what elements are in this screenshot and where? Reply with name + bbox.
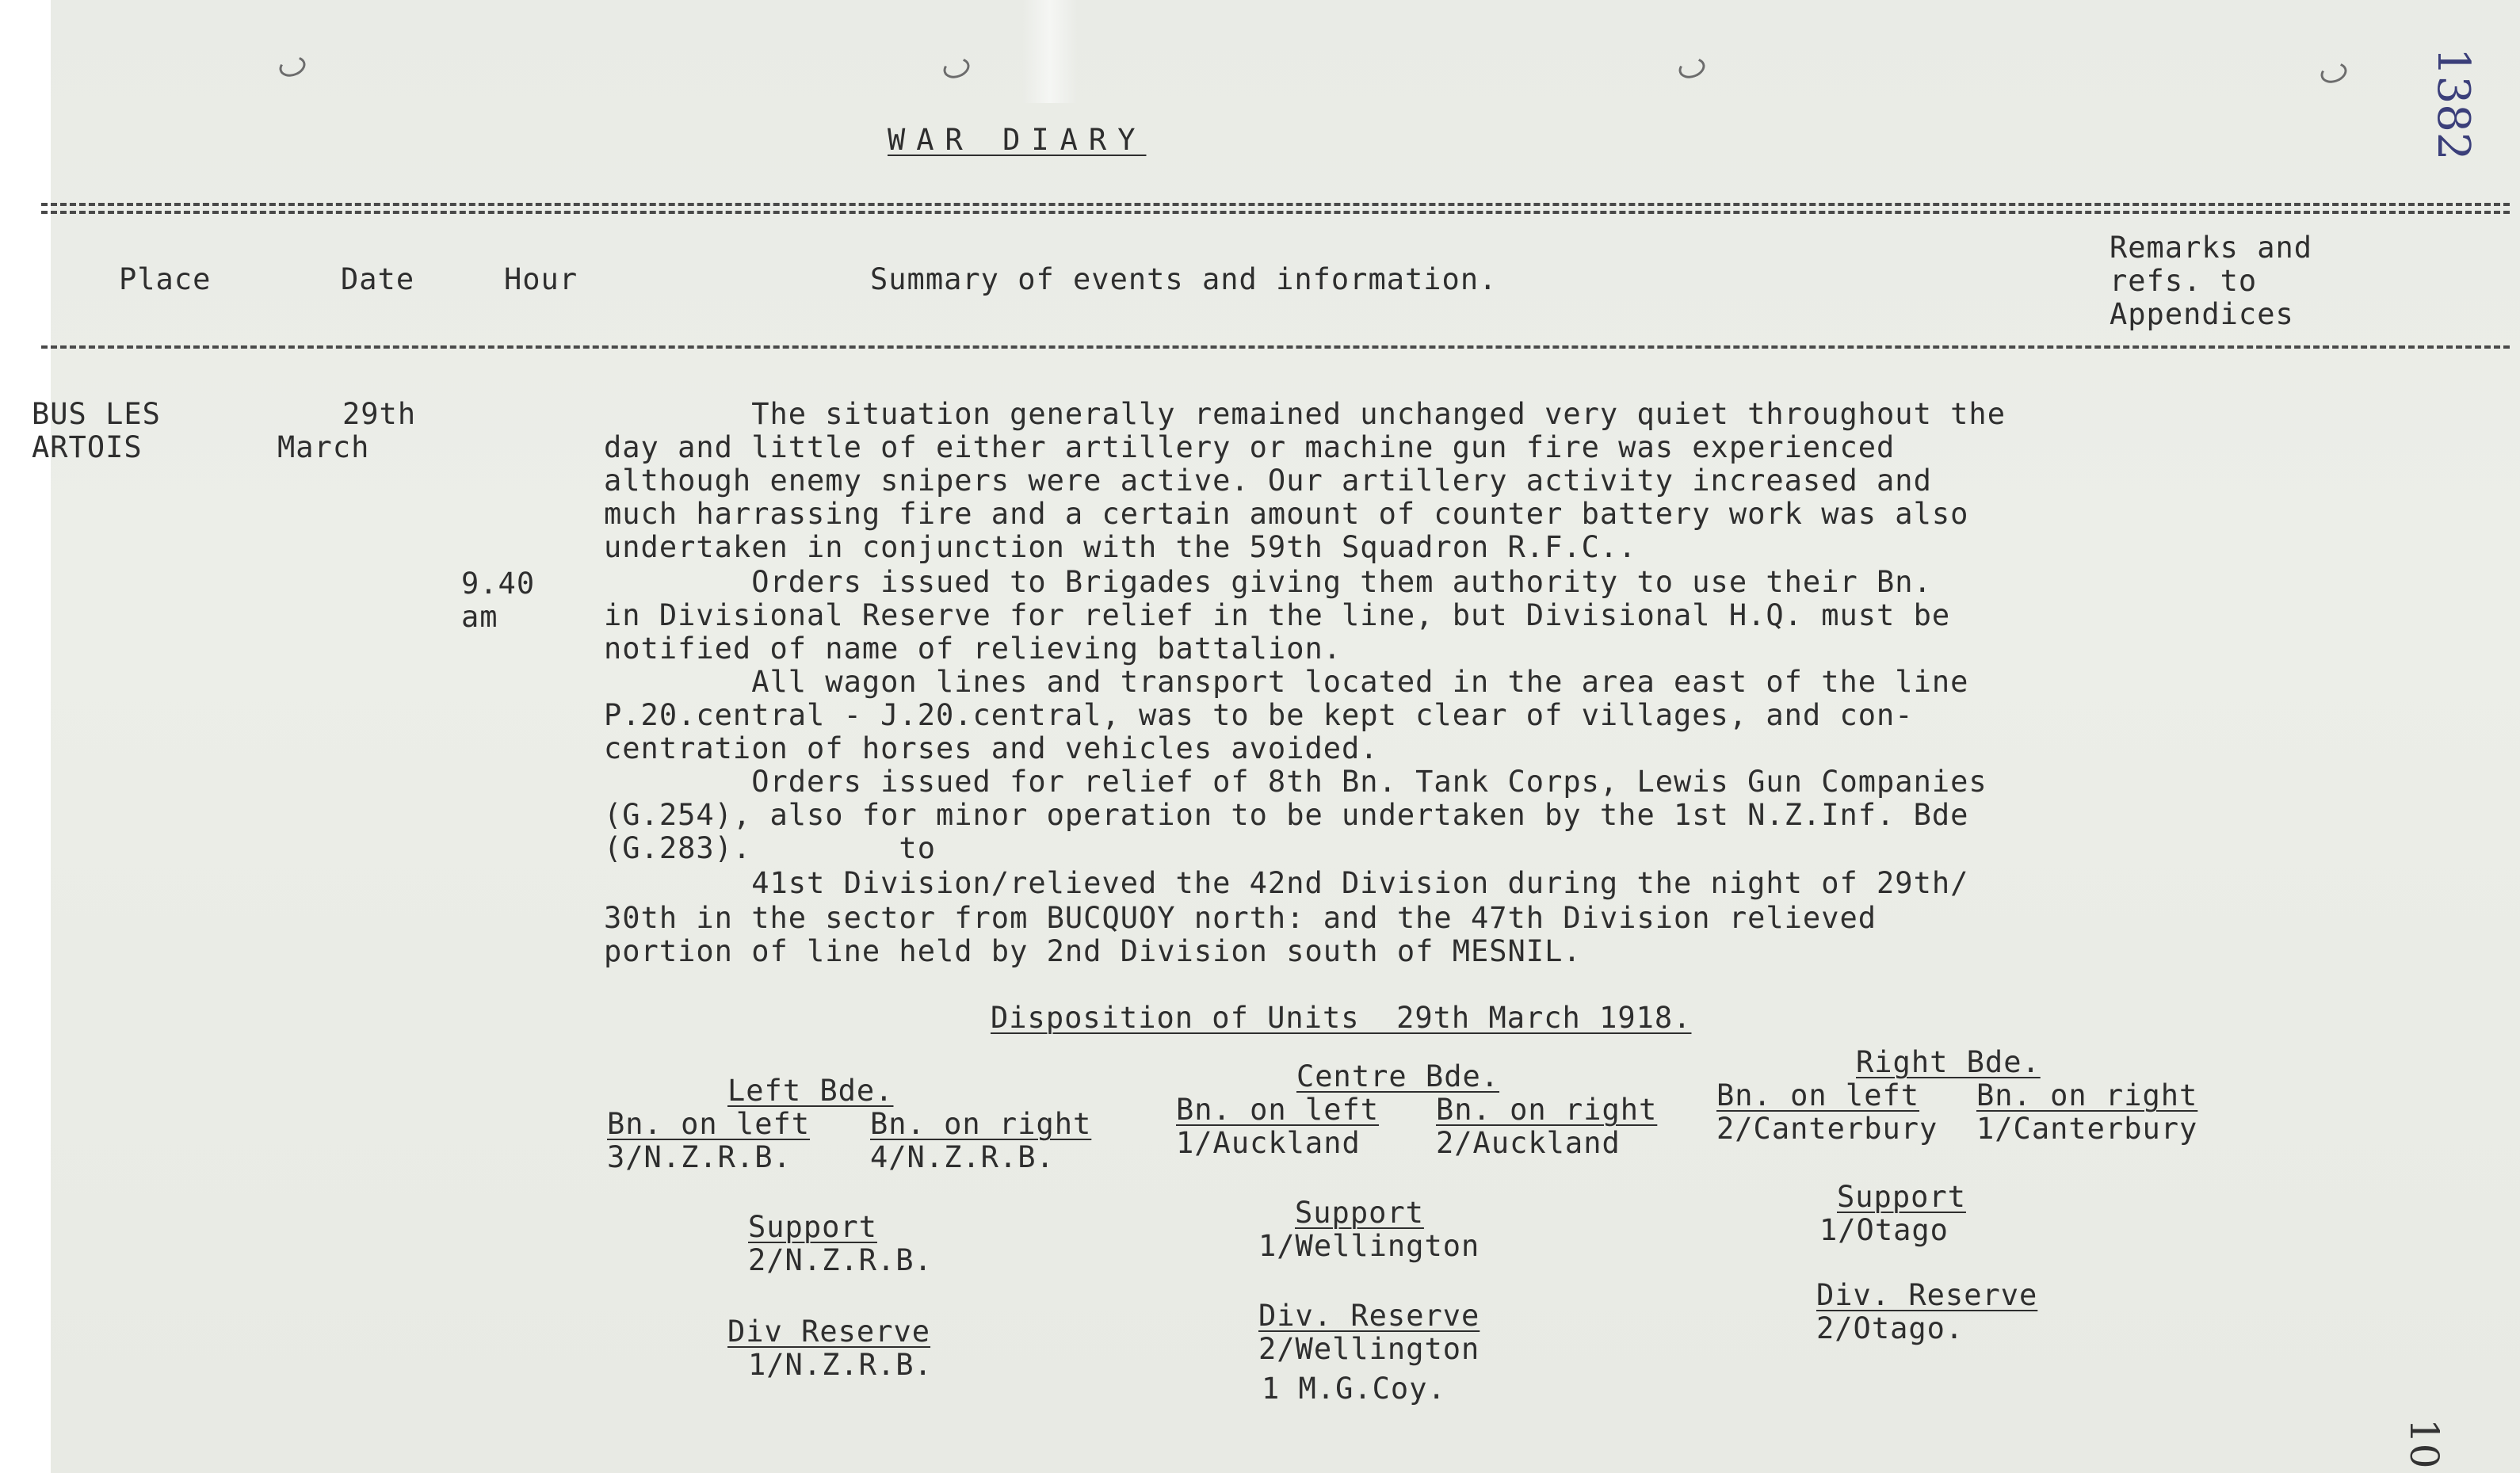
centre-bde-reserve-unit: 2/Wellington bbox=[1258, 1332, 1480, 1366]
left-bde-reserve-unit: 1/N.Z.R.B. bbox=[748, 1348, 933, 1382]
entry-hour-line-2: am bbox=[461, 600, 498, 634]
centre-bde-heading: Centre Bde. bbox=[1296, 1059, 1500, 1093]
summary-line: P.20.central - J.20.central, was to be kept clear of villages, and con- bbox=[604, 698, 1914, 732]
summary-line: centration of horses and vehicles avoided. bbox=[604, 731, 1379, 765]
centre-bde-support-unit: 1/Wellington bbox=[1258, 1229, 1480, 1263]
centre-bde-reserve-label: Div. Reserve bbox=[1258, 1299, 1480, 1333]
summary-line: undertaken in conjunction with the 59th Squadron R.F.C.. bbox=[604, 530, 1637, 564]
right-bde-support-label: Support bbox=[1837, 1180, 1966, 1214]
left-bde-reserve-label: Div Reserve bbox=[727, 1315, 931, 1349]
header-remarks-line-3: Appendices bbox=[2110, 297, 2294, 331]
centre-bde-support-label: Support bbox=[1295, 1196, 1424, 1230]
right-bde-bn-left-unit: 2/Canterbury bbox=[1716, 1112, 1938, 1146]
right-bde-reserve-label: Div. Reserve bbox=[1816, 1278, 2038, 1312]
right-bde-bn-right-unit: 1/Canterbury bbox=[1976, 1112, 2198, 1146]
entry-place-line-1: BUS LES bbox=[32, 397, 161, 431]
paper-fold bbox=[1022, 0, 1078, 103]
entry-date-line-2: March bbox=[277, 430, 370, 464]
summary-line: The situation generally remained unchanged very quiet throughout the bbox=[604, 397, 2006, 431]
header-top-rule bbox=[41, 203, 2510, 214]
centre-bde-bn-right-unit: 2/Auckland bbox=[1436, 1126, 1621, 1160]
punch-hole bbox=[2318, 59, 2350, 86]
right-bde-reserve-unit: 2/Otago. bbox=[1816, 1311, 1964, 1345]
header-hour: Hour bbox=[504, 262, 578, 296]
header-remarks-line-1: Remarks and bbox=[2110, 231, 2313, 265]
centre-bde-extra: 1 M.G.Coy. bbox=[1262, 1372, 1446, 1406]
header-place: Place bbox=[119, 262, 212, 296]
header-remarks-line-2: refs. to bbox=[2110, 264, 2258, 298]
page-marker: 10 bbox=[2401, 1418, 2447, 1469]
page-left-margin bbox=[0, 0, 51, 1473]
summary-line: portion of line held by 2nd Division south of MESNIL. bbox=[604, 934, 1582, 968]
entry-hour-line-1: 9.40 bbox=[461, 567, 536, 601]
left-bde-support-unit: 2/N.Z.R.B. bbox=[748, 1243, 933, 1277]
centre-bde-bn-left-unit: 1/Auckland bbox=[1176, 1126, 1361, 1160]
right-bde-bn-right-label: Bn. on right bbox=[1976, 1078, 2198, 1112]
centre-bde-bn-right-label: Bn. on right bbox=[1436, 1093, 1658, 1127]
disposition-title: Disposition of Units 29th March 1918. bbox=[991, 1001, 1692, 1035]
header-bottom-rule bbox=[41, 345, 2510, 349]
summary-line: in Divisional Reserve for relief in the line, but Divisional H.Q. must be bbox=[604, 598, 1951, 632]
left-bde-bn-left-label: Bn. on left bbox=[607, 1107, 811, 1141]
document-title: WAR DIARY bbox=[888, 123, 1147, 157]
summary-line: (G.283). to bbox=[604, 831, 936, 865]
punch-hole bbox=[1676, 55, 1708, 82]
header-summary: Summary of events and information. bbox=[870, 262, 1498, 296]
left-bde-bn-left-unit: 3/N.Z.R.B. bbox=[607, 1140, 792, 1174]
summary-line: much harrassing fire and a certain amount of counter battery work was also bbox=[604, 497, 1969, 531]
header-date: Date bbox=[341, 262, 415, 296]
left-bde-bn-right-unit: 4/N.Z.R.B. bbox=[870, 1140, 1055, 1174]
summary-line: 30th in the sector from BUCQUOY north: and the 47th Division relieved bbox=[604, 901, 1877, 935]
right-bde-bn-left-label: Bn. on left bbox=[1716, 1078, 1920, 1112]
centre-bde-bn-left-label: Bn. on left bbox=[1176, 1093, 1380, 1127]
left-bde-heading: Left Bde. bbox=[727, 1074, 894, 1108]
left-bde-bn-right-label: Bn. on right bbox=[870, 1107, 1092, 1141]
summary-line: notified of name of relieving battalion. bbox=[604, 632, 1342, 666]
right-bde-support-unit: 1/Otago bbox=[1819, 1213, 1949, 1247]
left-bde-support-label: Support bbox=[748, 1210, 877, 1244]
summary-line: (G.254), also for minor operation to be undertaken by the 1st N.Z.Inf. Bde bbox=[604, 798, 1969, 832]
right-bde-heading: Right Bde. bbox=[1856, 1045, 2041, 1079]
entry-place-line-2: ARTOIS bbox=[32, 430, 143, 464]
summary-line: 41st Division/relieved the 42nd Division during the night of 29th/ bbox=[604, 866, 1969, 900]
entry-date-line-1: 29th bbox=[342, 397, 417, 431]
summary-line: Orders issued to Brigades giving them authority to use their Bn. bbox=[604, 565, 1932, 599]
punch-hole bbox=[941, 55, 972, 82]
archive-stamp-number: 1382 bbox=[2427, 48, 2479, 161]
punch-hole bbox=[277, 53, 308, 80]
summary-line: although enemy snipers were active. Our artillery activity increased and bbox=[604, 464, 1932, 498]
summary-line: day and little of either artillery or machine gun fire was experienced bbox=[604, 430, 1896, 464]
summary-line: All wagon lines and transport located in the area east of the line bbox=[604, 665, 1969, 699]
summary-line: Orders issued for relief of 8th Bn. Tank Corps, Lewis Gun Companies bbox=[604, 765, 1987, 799]
